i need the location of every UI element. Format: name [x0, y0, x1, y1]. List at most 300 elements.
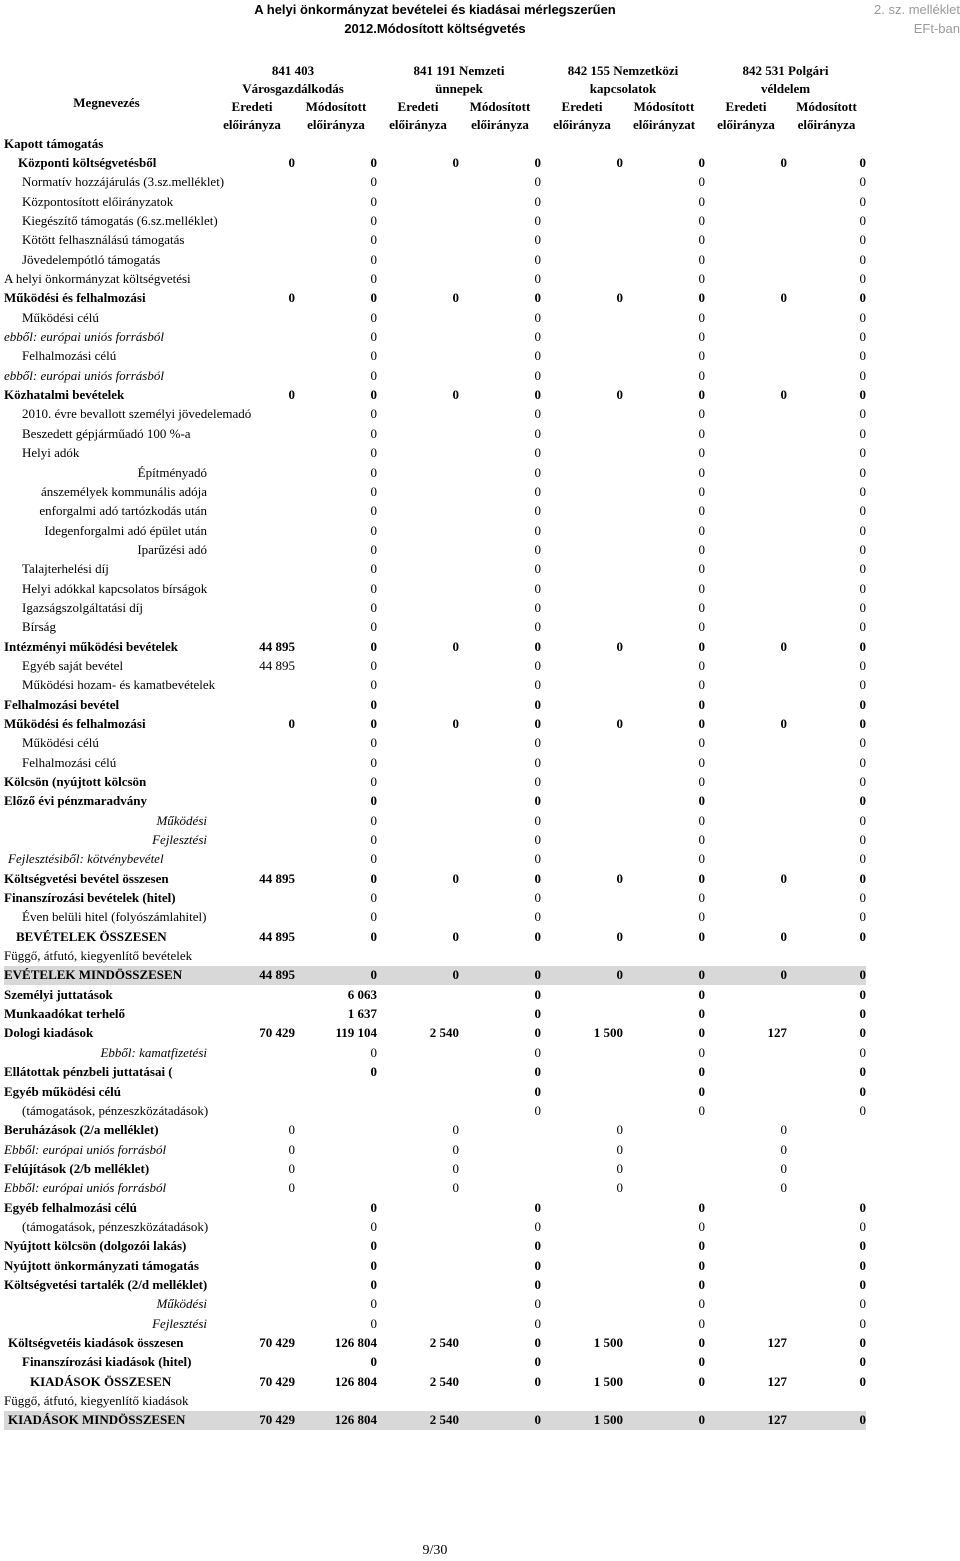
value-cell [377, 308, 459, 327]
value-cell [705, 985, 787, 1004]
value-cell: 0 [698, 213, 705, 229]
value-cell: 44 895 [259, 638, 295, 654]
value-cell [295, 1159, 377, 1178]
value-cell: 0 [452, 1141, 459, 1157]
table-row [4, 1314, 866, 1333]
value-cell: 0 [452, 638, 459, 654]
value-cell: 0 [698, 1199, 705, 1215]
value-cell: 0 [534, 1044, 541, 1060]
value-cell: 0 [698, 1025, 705, 1041]
table-row [4, 656, 866, 675]
value-cell: 0 [370, 406, 377, 422]
value-cell [705, 676, 787, 695]
value-cell [209, 540, 295, 559]
value-cell [209, 1256, 295, 1275]
value-cell [209, 598, 295, 617]
row-label: Ebből: európai uniós forrásból [4, 1180, 167, 1196]
value-cell: 0 [698, 1354, 705, 1370]
value-cell [377, 366, 459, 385]
value-cell [295, 946, 377, 965]
group-header-1: 841 403 Városgazdálkodás [242, 63, 344, 96]
table-row [4, 1275, 866, 1294]
value-cell: 0 [698, 677, 705, 693]
value-cell: 0 [698, 1315, 705, 1331]
value-cell: 0 [859, 696, 866, 712]
value-cell: 0 [452, 928, 459, 944]
value-cell: 0 [459, 1411, 541, 1430]
value-cell: 0 [370, 774, 377, 790]
value-cell: 0 [370, 445, 377, 461]
value-cell [377, 811, 459, 830]
value-cell [377, 173, 459, 192]
value-cell: 0 [370, 928, 377, 944]
table-row [4, 1140, 866, 1159]
value-cell: 0 [370, 522, 377, 538]
table-row [4, 714, 866, 733]
row-label: Központosított előirányzatok [22, 193, 174, 209]
value-cell: 0 [370, 483, 377, 499]
value-cell: 0 [534, 638, 541, 654]
value-cell: 0 [698, 1083, 705, 1099]
value-cell: 0 [370, 155, 377, 171]
value-cell [377, 269, 459, 288]
table-row [4, 811, 866, 830]
value-cell: 0 [370, 657, 377, 673]
value-cell: 0 [370, 271, 377, 287]
value-cell [705, 695, 787, 714]
table-row [4, 676, 866, 695]
value-cell: 0 [705, 966, 787, 985]
value-cell: 0 [370, 619, 377, 635]
value-cell: 0 [616, 928, 623, 944]
value-cell [209, 1082, 295, 1101]
value-cell: 0 [370, 561, 377, 577]
value-cell: 0 [370, 329, 377, 345]
row-label: Intézményi működési bevételek [4, 638, 179, 654]
value-cell: 0 [859, 986, 866, 1002]
value-cell: 0 [534, 1354, 541, 1370]
value-cell [209, 463, 295, 482]
value-cell: 0 [534, 251, 541, 267]
value-cell: 0 [377, 966, 459, 985]
value-cell [541, 308, 623, 327]
value-cell: 70 429 [209, 1411, 295, 1430]
value-cell [623, 1140, 705, 1159]
table-row [4, 946, 866, 965]
row-label: Felújítások (2/b melléklet) [4, 1160, 150, 1176]
value-cell [377, 772, 459, 791]
table-row [4, 598, 866, 617]
value-cell [209, 347, 295, 366]
value-cell [541, 250, 623, 269]
value-cell [209, 1198, 295, 1217]
value-cell: 0 [452, 715, 459, 731]
value-cell [209, 521, 295, 540]
table-row [4, 211, 866, 230]
value-cell: 0 [859, 251, 866, 267]
value-cell [541, 811, 623, 830]
value-cell [377, 792, 459, 811]
row-label: Munkaadókat terhelő [4, 1006, 125, 1022]
row-label: Felhalmozási célú [22, 754, 117, 770]
value-cell [459, 134, 541, 153]
value-cell [623, 1391, 705, 1410]
value-cell: 0 [370, 387, 377, 403]
value-cell [541, 134, 623, 153]
value-cell [377, 695, 459, 714]
table-row [4, 850, 866, 869]
table-row [4, 734, 866, 753]
value-cell: 0 [616, 1141, 623, 1157]
value-cell [377, 579, 459, 598]
value-cell: 0 [534, 735, 541, 751]
value-cell: 0 [534, 1083, 541, 1099]
value-cell [377, 908, 459, 927]
table-row [4, 347, 866, 366]
value-cell [377, 540, 459, 559]
value-cell: 0 [534, 174, 541, 190]
value-cell: 44 895 [259, 928, 295, 944]
row-label: enforgalmi adó tartózkodás után [39, 503, 207, 519]
value-cell: 0 [616, 155, 623, 171]
value-cell: 0 [698, 890, 705, 906]
table-row [4, 153, 866, 172]
value-cell: 70 429 [259, 1334, 295, 1350]
value-cell: 0 [370, 367, 377, 383]
table-row [4, 521, 866, 540]
value-cell [541, 946, 623, 965]
row-label: Igazságszolgáltatási díj [22, 599, 143, 615]
row-label: Működési [156, 812, 207, 828]
row-label: Helyi adók [22, 445, 80, 461]
row-label: Fejlesztési [152, 832, 207, 848]
value-cell [541, 424, 623, 443]
column-header-name: Megnevezés [73, 95, 140, 110]
table-row [4, 502, 866, 521]
value-cell: 2 540 [429, 1373, 459, 1389]
value-cell: 0 [616, 638, 623, 654]
page-header [0, 0, 960, 40]
value-cell: 0 [534, 619, 541, 635]
value-cell: 0 [370, 599, 377, 615]
value-cell: 0 [370, 174, 377, 190]
value-cell: 0 [859, 1064, 866, 1080]
row-label: Talajterhelési díj [22, 561, 109, 577]
value-cell: 0 [534, 754, 541, 770]
value-cell: 0 [780, 1122, 787, 1138]
row-label: Működési [156, 1296, 207, 1312]
value-cell: 0 [698, 832, 705, 848]
value-cell [377, 850, 459, 869]
value-cell [705, 792, 787, 811]
value-cell [209, 772, 295, 791]
value-cell [541, 1063, 623, 1082]
row-label: Egyéb működési célú [4, 1083, 122, 1099]
value-cell [377, 211, 459, 230]
row-label: (támogatások, pénzeszközátadások) [22, 1218, 209, 1234]
value-cell: 119 104 [335, 1025, 377, 1041]
value-cell: 0 [370, 290, 377, 306]
value-cell: 0 [698, 870, 705, 886]
value-cell: 0 [698, 986, 705, 1002]
value-cell: 0 [534, 425, 541, 441]
value-cell: 0 [698, 367, 705, 383]
value-cell [377, 598, 459, 617]
value-cell [541, 1217, 623, 1236]
value-cell: 0 [616, 387, 623, 403]
value-cell: 0 [859, 1025, 866, 1041]
table-row [4, 618, 866, 637]
value-cell: 0 [370, 309, 377, 325]
value-cell [209, 1353, 295, 1372]
table-row [4, 308, 866, 327]
value-cell: 0 [370, 909, 377, 925]
value-cell: 1 500 [541, 1411, 623, 1430]
value-cell [541, 656, 623, 675]
value-cell: 0 [534, 1199, 541, 1215]
value-cell: 0 [534, 832, 541, 848]
value-cell: 0 [859, 1083, 866, 1099]
value-cell [787, 1391, 866, 1410]
value-cell: 0 [698, 1102, 705, 1118]
value-cell: 0 [698, 348, 705, 364]
value-cell [705, 1217, 787, 1236]
value-cell [377, 1063, 459, 1082]
value-cell [209, 946, 295, 965]
value-cell [209, 734, 295, 753]
value-cell [541, 830, 623, 849]
value-cell [209, 618, 295, 637]
value-cell [295, 1082, 377, 1101]
value-cell: 0 [623, 966, 705, 985]
value-cell [209, 250, 295, 269]
row-label: Nyújtott önkormányzati támogatás [4, 1257, 199, 1273]
value-cell: 1 500 [593, 1334, 623, 1350]
value-cell [787, 1179, 866, 1198]
value-cell [705, 1004, 787, 1023]
row-label: KIADÁSOK MINDÖSSZESEN [4, 1411, 209, 1430]
value-cell [705, 521, 787, 540]
value-cell: 0 [534, 793, 541, 809]
value-cell: 0 [780, 638, 787, 654]
value-cell [209, 192, 295, 211]
value-cell [705, 1353, 787, 1372]
table-row [4, 1082, 866, 1101]
value-cell [541, 366, 623, 385]
unit-label: EFt-ban [913, 21, 960, 36]
value-cell [705, 250, 787, 269]
value-cell: 0 [370, 251, 377, 267]
row-label: Jövedelempótló támogatás [22, 251, 161, 267]
value-cell: 0 [859, 329, 866, 345]
value-cell: 0 [859, 1296, 866, 1312]
value-cell: 0 [859, 599, 866, 615]
table-row [4, 695, 866, 714]
value-cell [541, 405, 623, 424]
value-cell [787, 1159, 866, 1178]
value-cell: 0 [534, 503, 541, 519]
value-cell [705, 327, 787, 346]
value-cell: 6 063 [347, 986, 377, 1002]
value-cell: 0 [534, 155, 541, 171]
value-cell [377, 192, 459, 211]
value-cell: 0 [616, 715, 623, 731]
value-cell: 0 [534, 1238, 541, 1254]
table-row [4, 869, 866, 888]
value-cell: 0 [698, 232, 705, 248]
value-cell [705, 1237, 787, 1256]
value-cell: 0 [859, 851, 866, 867]
value-cell: 0 [534, 870, 541, 886]
value-cell [377, 231, 459, 250]
value-cell [209, 830, 295, 849]
value-cell [541, 695, 623, 714]
value-cell [377, 1101, 459, 1120]
value-cell: 126 804 [295, 1411, 377, 1430]
table-row [4, 888, 866, 907]
value-cell: 0 [370, 696, 377, 712]
value-cell: 2 540 [429, 1334, 459, 1350]
table-row [4, 1063, 866, 1082]
value-cell [377, 888, 459, 907]
value-cell: 0 [859, 464, 866, 480]
value-cell [623, 1121, 705, 1140]
document-subtitle: 2012.Módosított költségvetés [344, 21, 526, 36]
value-cell: 0 [370, 1315, 377, 1331]
value-cell: 0 [698, 541, 705, 557]
value-cell [541, 173, 623, 192]
value-cell [209, 985, 295, 1004]
value-cell: 0 [370, 1354, 377, 1370]
value-cell: 0 [859, 1334, 866, 1350]
row-label: Függő, átfutó, kiegyenlítő bevételek [4, 948, 193, 964]
value-cell [209, 1314, 295, 1333]
table-row [4, 482, 866, 501]
value-cell [209, 327, 295, 346]
value-cell: 0 [616, 1160, 623, 1176]
value-cell [541, 269, 623, 288]
value-cell [209, 560, 295, 579]
value-cell [209, 1391, 295, 1410]
row-label: Éven belüli hitel (folyószámlahitel) [22, 909, 207, 925]
value-cell: 0 [698, 1296, 705, 1312]
value-cell [541, 1295, 623, 1314]
value-cell [541, 579, 623, 598]
value-cell [541, 1314, 623, 1333]
budget-table [4, 62, 866, 1430]
table-row [4, 1217, 866, 1236]
table-row [4, 1159, 866, 1178]
table-row [4, 908, 866, 927]
value-cell [209, 444, 295, 463]
value-cell [295, 134, 377, 153]
value-cell [209, 1101, 295, 1120]
row-label: Működési célú [22, 735, 99, 751]
value-cell [541, 1101, 623, 1120]
value-cell [209, 676, 295, 695]
sub-header: Módosított előirányza [796, 99, 857, 132]
value-cell: 0 [534, 580, 541, 596]
value-cell [705, 366, 787, 385]
value-cell: 0 [780, 1180, 787, 1196]
table-row [4, 424, 866, 443]
value-cell [541, 618, 623, 637]
value-cell: 0 [780, 387, 787, 403]
row-label: Építményadó [137, 464, 207, 480]
value-cell [705, 1101, 787, 1120]
value-cell: 0 [698, 290, 705, 306]
value-cell [209, 502, 295, 521]
table-row [4, 444, 866, 463]
table-row [4, 289, 866, 308]
value-cell [541, 211, 623, 230]
value-cell: 0 [288, 290, 295, 306]
value-cell: 0 [859, 193, 866, 209]
value-cell: 0 [698, 329, 705, 345]
value-cell: 0 [780, 928, 787, 944]
value-cell: 0 [534, 1102, 541, 1118]
value-cell [705, 211, 787, 230]
row-label: Kiegészítő támogatás (6.sz.melléklet) [22, 213, 218, 229]
value-cell: 0 [698, 599, 705, 615]
value-cell: 0 [859, 232, 866, 248]
row-label: Beruházások (2/a melléklet) [4, 1122, 159, 1138]
value-cell: 0 [859, 754, 866, 770]
group-header-2: 841 191 Nemzeti ünnepek [413, 63, 505, 96]
value-cell [705, 598, 787, 617]
value-cell: 0 [370, 1064, 377, 1080]
table-row [4, 1179, 866, 1198]
value-cell [541, 521, 623, 540]
value-cell: 0 [698, 309, 705, 325]
row-label: Költségvetési tartalék (2/d melléklet) [4, 1276, 208, 1292]
value-cell [377, 946, 459, 965]
value-cell: 0 [698, 155, 705, 171]
value-cell: 0 [698, 271, 705, 287]
value-cell: 0 [780, 1141, 787, 1157]
value-cell [541, 598, 623, 617]
value-cell [377, 424, 459, 443]
value-cell [459, 1179, 541, 1198]
row-label: BEVÉTELEK ÖSSZESEN [16, 928, 167, 944]
value-cell: 0 [698, 1006, 705, 1022]
value-cell: 0 [534, 890, 541, 906]
value-cell: 126 804 [334, 1373, 377, 1389]
value-cell [705, 1314, 787, 1333]
value-cell [541, 676, 623, 695]
value-cell [705, 830, 787, 849]
group-header-4: 842 531 Polgári véldelem [742, 63, 829, 96]
row-label: Finanszírozási kiadások (hitel) [22, 1354, 192, 1370]
value-cell: 0 [859, 677, 866, 693]
value-cell: 0 [288, 155, 295, 171]
value-cell [541, 1198, 623, 1217]
row-label: Függő, átfutó, kiegyenlítő kiadások [4, 1393, 189, 1409]
value-cell: 0 [859, 1044, 866, 1060]
value-cell: 0 [616, 870, 623, 886]
value-cell [209, 231, 295, 250]
value-cell: 0 [534, 677, 541, 693]
value-cell [705, 656, 787, 675]
value-cell [623, 134, 705, 153]
value-cell: 0 [698, 638, 705, 654]
value-cell [705, 540, 787, 559]
value-cell: 0 [698, 1373, 705, 1389]
value-cell: 0 [534, 483, 541, 499]
value-cell [541, 734, 623, 753]
value-cell [705, 560, 787, 579]
value-cell: 0 [288, 387, 295, 403]
